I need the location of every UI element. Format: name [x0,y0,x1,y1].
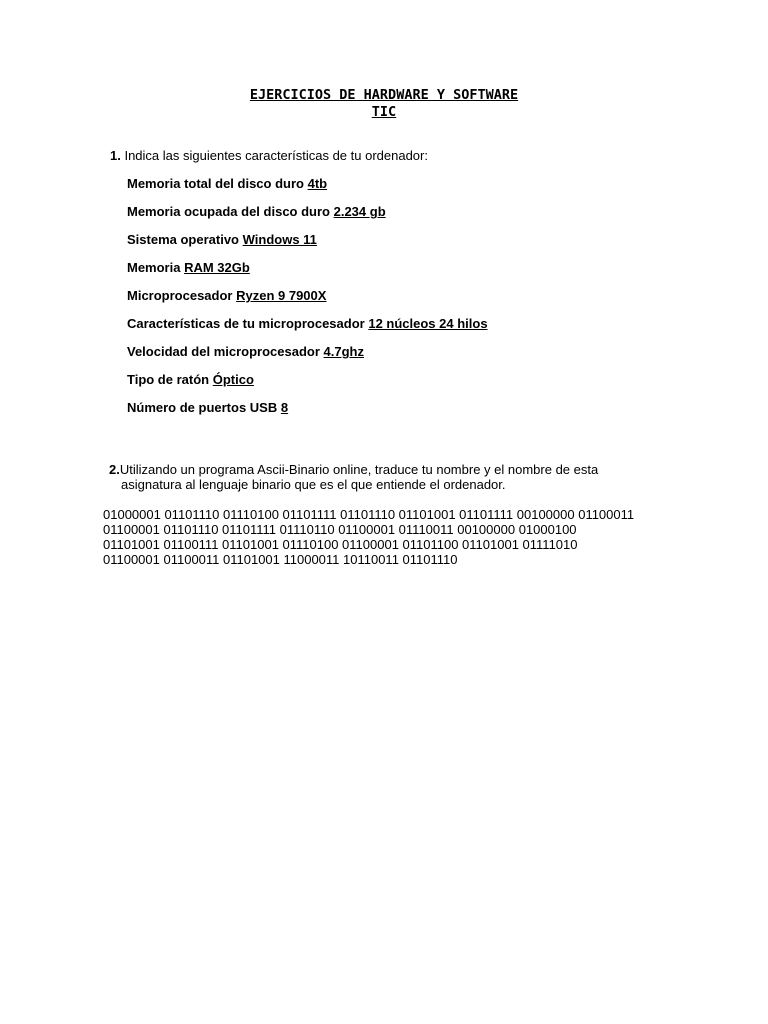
answer-label: Memoria [127,260,181,275]
answer-label: Número de puertos USB [127,400,278,415]
answer-item-mouse [127,372,254,388]
answer-label: Tipo de ratón [127,372,210,387]
answer-item-memory [127,260,250,276]
question-1-number: 1. [110,148,121,163]
question-2-text-line2: asignatura al lenguaje binario que es el que entiende el ordenador. [121,477,506,492]
answer-label: Características de tu microprocesador [127,316,365,331]
answer-item-os [127,232,317,248]
answer-item-cpu-speed [127,344,364,360]
answer-item-usb [127,400,288,416]
answer-value: 4.7ghz [323,344,364,359]
answer-value: 4tb [307,176,328,191]
binary-line: 01000001 01101110 01110100 01101111 01101110 01101001 01101111 00100000 01100011 [103,507,635,522]
document-subtitle: TIC [371,104,397,120]
answer-value: 2.234 gb [333,204,386,219]
question-1-text: Indica las siguientes características de tu ordenador: [124,148,428,163]
question-2-number: 2. [109,462,120,477]
answer-value: Óptico [212,372,254,387]
answer-item-cpu-features [127,316,488,332]
binary-line: 01100001 01101110 01101111 01110110 01100001 01110011 00100000 01000100 [103,522,577,537]
binary-answer [103,507,683,567]
answer-item-disk-used [127,204,386,220]
answer-item-disk-total [127,176,327,192]
answer-label: Memoria total del disco duro [127,176,304,191]
binary-line: 01101001 01100111 01101001 01110100 01100001 01101100 01101001 01111010 [103,537,578,552]
answer-label: Velocidad del microprocesador [127,344,320,359]
answer-value: Ryzen 9 7900X [236,288,327,303]
answer-item-cpu [127,288,326,304]
question-2 [109,462,598,477]
answer-label: Sistema operativo [127,232,239,247]
answer-label: Memoria ocupada del disco duro [127,204,330,219]
answer-label: Microprocesador [127,288,233,303]
binary-line: 01100001 01100011 01101001 11000011 10110011 01101110 [103,552,458,567]
question-2-text-line1: Utilizando un programa Ascii-Binario online, traduce tu nombre y el nombre de esta [119,462,599,477]
answer-value: 8 [280,400,289,415]
answer-value: Windows 11 [242,232,317,247]
answer-value: RAM 32Gb [184,260,250,275]
document-title: EJERCICIOS DE HARDWARE Y SOFTWARE [249,87,519,103]
question-1 [110,148,428,164]
answer-value: 12 núcleos 24 hilos [368,316,488,331]
